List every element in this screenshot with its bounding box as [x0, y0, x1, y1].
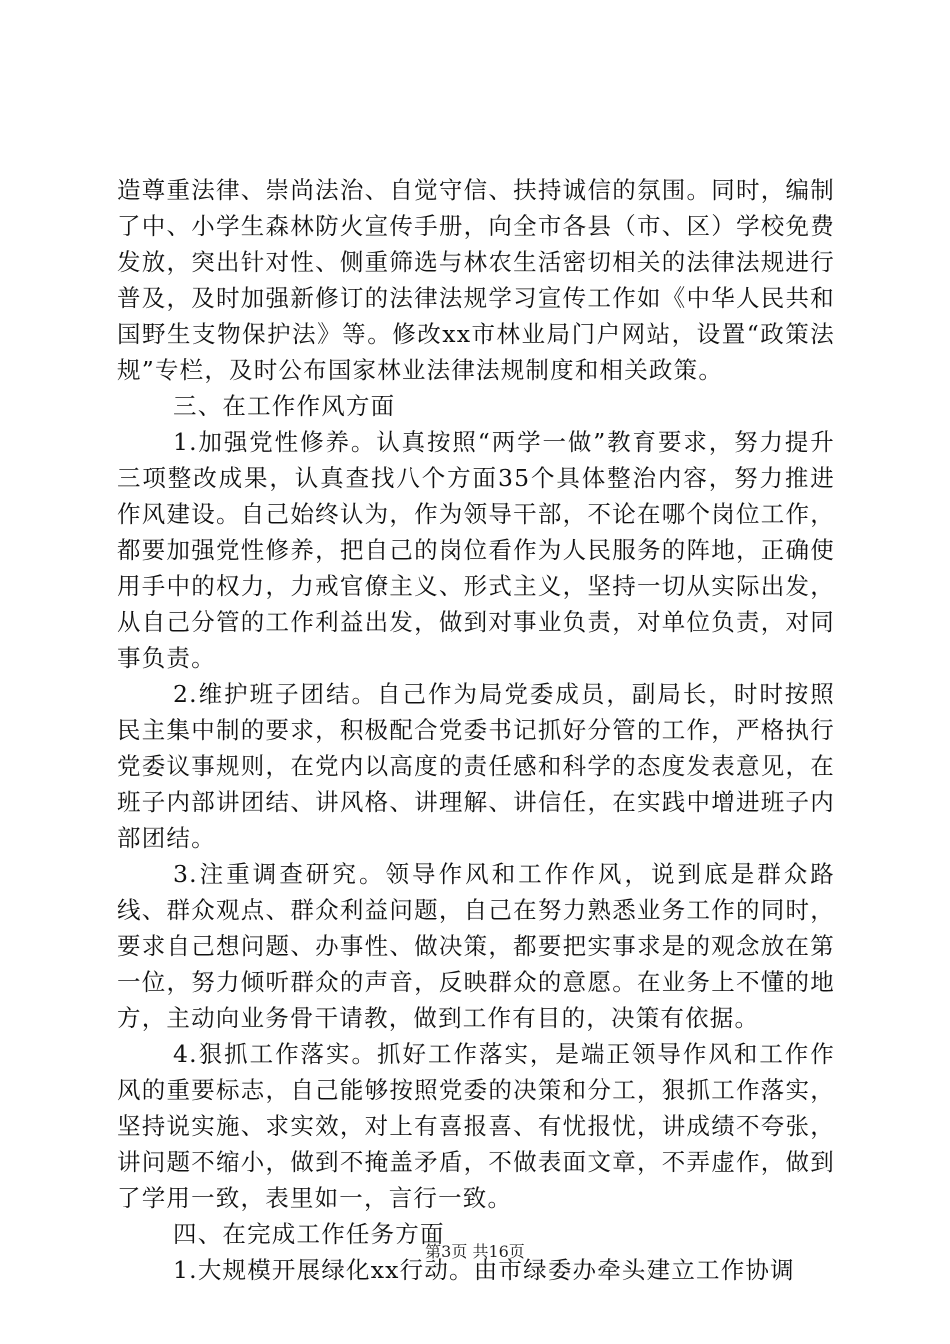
- paragraph-continuation: 造尊重法律、崇尚法治、自觉守信、扶持诚信的氛围。同时，编制了中、小学生森林防火宣传手册，向全市各县（市、区）学校免费发放，突出针对性、侧重筛选与林农生活密切相关的法律法规进行普及，及时加强新修订的法律法规学习宣传工作如《中华人民共和国野生支物保护法》等。修改xx市林业局门户网站，设置“政策法规”专栏，及时公布国家林业法律法规制度和相关政策。: [117, 176, 835, 384]
- paragraph-team-unity: 2.维护班子团结。自己作为局党委成员，副局长，时时按照民主集中制的要求，积极配合党委书记抓好分管的工作，严格执行党委议事规则，在党内以高度的责任感和科学的态度发表意见，在班子内部讲团结、讲风格、讲理解、讲信任，在实践中增进班子内部团结。: [117, 680, 835, 852]
- paragraph-implementation: 4.狠抓工作落实。抓好工作落实，是端正领导作风和工作作风的重要标志，自己能够按照党委的决策和分工，狠抓工作落实，坚持说实施、求实效，对上有喜报喜、有忧报忧，讲成绩不夸张，讲问题不缩小，做到不掩盖矛盾，不做表面文章，不弄虚作，做到了学用一致，表里如一，言行一致。: [117, 1040, 835, 1212]
- page-number-footer: 第3页 共16页: [425, 1242, 525, 1261]
- document-body: [117, 172, 835, 1288]
- section-heading-tasks: 四、在完成工作任务方面: [173, 1220, 445, 1248]
- paragraph-greening: 1.大规模开展绿化xx行动。由市绿委办牵头建立工作协调: [173, 1256, 795, 1284]
- paragraph-research: 3.注重调查研究。领导作风和工作作风，说到底是群众路线、群众观点、群众利益问题，自己在努力熟悉业务工作的同时，要求自己想问题、办事性、做决策，都要把实事求是的观念放在第一位，努力倾听群众的声音，反映群众的意愿。在业务上不懂的地方，主动向业务骨干请教，做到工作有目的，决策有依据。: [117, 860, 835, 1032]
- paragraph-party-spirit: 1.加强党性修养。认真按照“两学一做”教育要求，努力提升三项整改成果，认真查找八个方面35个具体整治内容，努力推进作风建设。自己始终认为，作为领导干部，不论在哪个岗位工作，都要加强党性修养，把自己的岗位看作为人民服务的阵地，正确使用手中的权力，力戒官僚主义、形式主义，坚持一切从实际出发，从自己分管的工作利益出发，做到对事业负责，对单位负责，对同事负责。: [117, 428, 835, 672]
- section-heading-work-style: 三、在工作作风方面: [173, 392, 396, 420]
